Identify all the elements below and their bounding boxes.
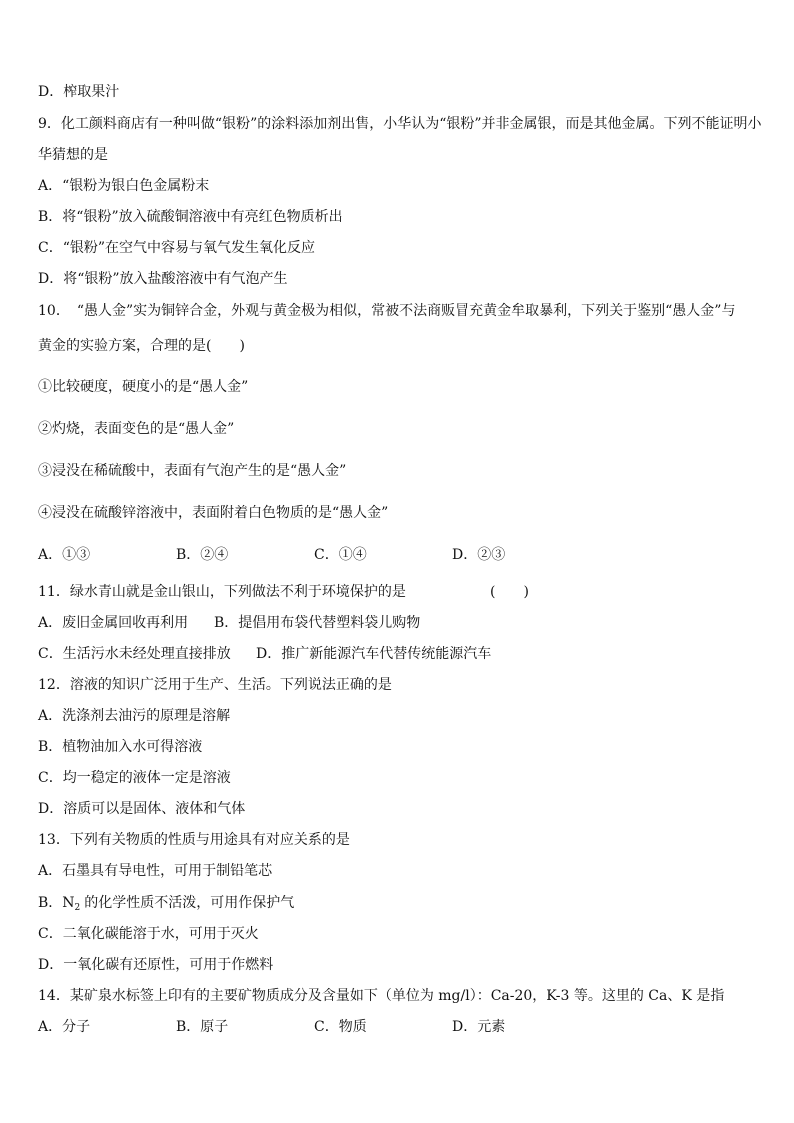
q11-stem: 11．绿水青山就是金山银山，下列做法不利于环境保护的是 <box>38 584 406 600</box>
q14-option-d: D．元素 <box>452 1019 506 1035</box>
q14-option-b: B．原子 <box>176 1019 229 1035</box>
q12-stem: 12．溶液的知识广泛用于生产、生活。下列说法正确的是 <box>38 677 392 693</box>
q10-option-a: A．①③ <box>38 547 91 563</box>
q12-option-a: A．洗涤剂去油污的原理是溶解 <box>38 708 231 724</box>
q13-option-b <box>38 893 294 913</box>
q11-answer-parentheses: ( ) <box>490 584 529 600</box>
q10-statement-3: ③浸没在稀硫酸中，表面有气泡产生的是“愚人金” <box>38 463 347 479</box>
q13-option-b-subscript: 2 <box>74 903 81 913</box>
q9-option-b: B．将“银粉”放入硫酸铜溶液中有亮红色物质析出 <box>38 209 343 225</box>
q13-option-c: C．二氧化碳能溶于水，可用于灭火 <box>38 926 259 942</box>
q14-option-a: A．分子 <box>38 1019 91 1035</box>
q13-option-d: D．一氧化碳有还原性，可用于作燃料 <box>38 957 274 973</box>
q10-stem-line-2: 黄金的实验方案，合理的是( ) <box>38 338 245 354</box>
q11-option-c: C．生活污水未经处理直接排放 <box>38 646 231 662</box>
q9-option-c: C．“银粉”在空气中容易与氧气发生氧化反应 <box>38 240 316 256</box>
q14-stem: 14．某矿泉水标签上印有的主要矿物质成分及含量如下（单位为 mg/l）：Ca-20，K-3 等。这里的 Ca、K 是指 <box>38 988 725 1004</box>
q10-option-d: D．②③ <box>452 547 506 563</box>
q11-option-a: A．废旧金属回收再利用 <box>38 615 189 631</box>
q10-option-b: B．②④ <box>176 547 229 563</box>
q12-option-b: B．植物油加入水可得溶液 <box>38 739 203 755</box>
q10-statement-1: ①比较硬度，硬度小的是“愚人金” <box>38 379 249 395</box>
q9-option-d: D．将“银粉”放入盐酸溶液中有气泡产生 <box>38 271 288 287</box>
q8-option-d: D．榨取果汁 <box>38 84 120 100</box>
q9-option-a: A．“银粉为银白色金属粉末 <box>38 178 210 194</box>
q10-option-c: C．①④ <box>314 547 367 563</box>
q10-statement-2: ②灼烧，表面变色的是“愚人金” <box>38 421 235 437</box>
q13-option-b-text: 的化学性质不活泼，可用作保护气 <box>84 895 295 911</box>
q13-option-a: A．石墨具有导电性，可用于制铅笔芯 <box>38 863 273 879</box>
q11-option-b: B．提倡用布袋代替塑料袋儿购物 <box>214 615 421 631</box>
q9-stem-line-1: 9．化工颜料商店有一种叫做“银粉”的涂料添加剂出售，小华认为“银粉”并非金属银，而是其他金属。下列不能证明小 <box>38 116 762 132</box>
q13-option-b-prefix: B．N <box>38 895 75 911</box>
q10-stem-line-1: 10． “愚人金”实为铜锌合金，外观与黄金极为相似，常被不法商贩冒充黄金牟取暴利，下列关于鉴别“愚人金”与 <box>38 303 736 319</box>
q9-stem-line-2: 华猜想的是 <box>38 147 108 163</box>
q14-option-c: C．物质 <box>314 1019 367 1035</box>
q11-option-d: D．推广新能源汽车代替传统能源汽车 <box>256 646 492 662</box>
q12-option-c: C．均一稳定的液体一定是溶液 <box>38 770 231 786</box>
q10-statement-4: ④浸没在硫酸锌溶液中，表面附着白色物质的是“愚人金” <box>38 505 389 521</box>
q12-option-d: D．溶质可以是固体、液体和气体 <box>38 801 246 817</box>
q13-stem: 13．下列有关物质的性质与用途具有对应关系的是 <box>38 832 350 848</box>
